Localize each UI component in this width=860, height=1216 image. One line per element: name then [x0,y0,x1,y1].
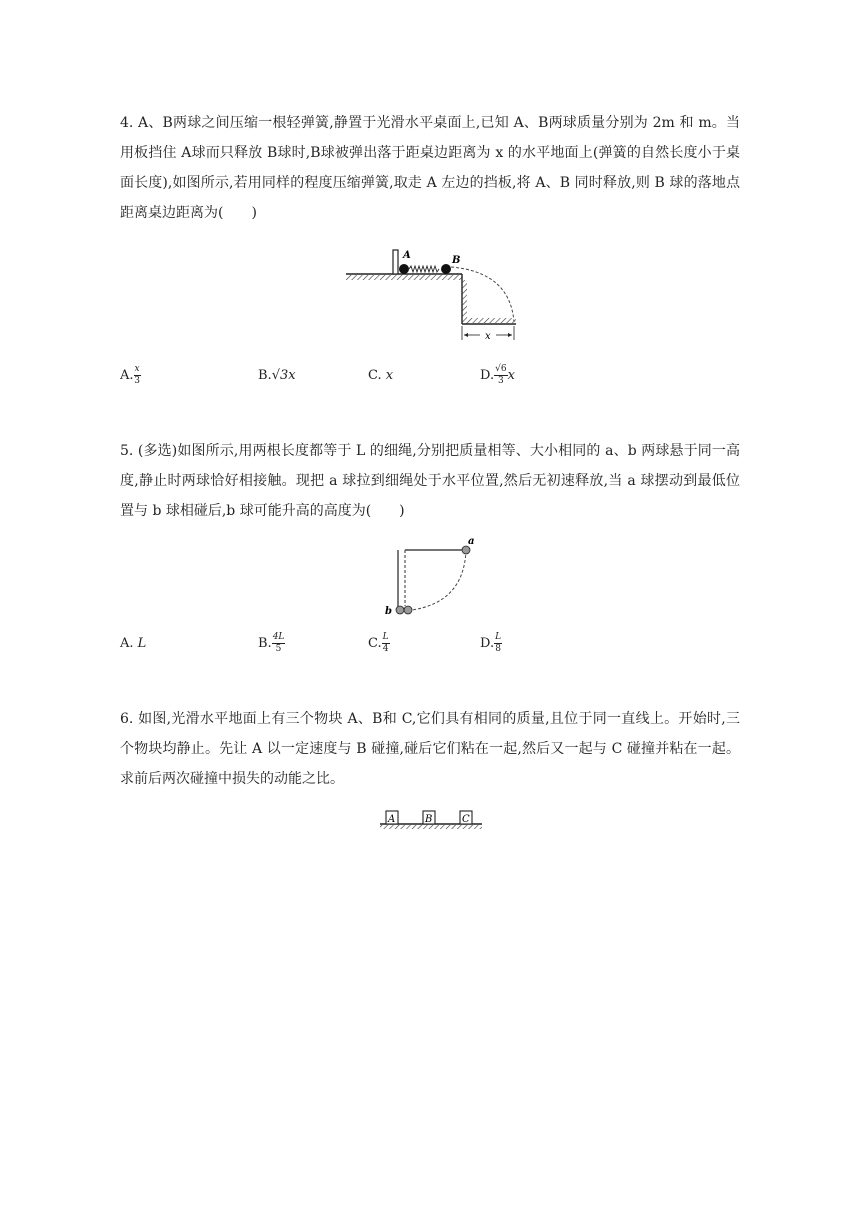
ball-b [441,264,451,274]
ball-a-rest [404,606,412,614]
question-5-options [120,632,740,662]
option-a[interactable]: A. L [120,636,147,651]
option-d[interactable]: D. $\frac{√6}{3}$ x [480,364,515,386]
question-6 [120,704,740,794]
option-c[interactable]: C. x [368,368,394,383]
ball-a [462,546,470,554]
label-b: b [385,606,392,617]
question-4-options [120,364,740,394]
label-a: a [468,536,475,547]
label-x: x [485,331,491,342]
option-d[interactable]: D. $\frac{L}{8}$ [480,632,502,654]
question-5 [120,436,740,526]
spring-table-figure [340,246,530,346]
question-6-text: 6. 如图,光滑水平地面上有三个物块 A、B和 C,它们具有相同的质量,且位于同一直线上。开始时,三个物块均静止。先让 A 以一定速度与 B 碰撞,碰后它们粘在一起,然后又一起与 C 碰撞并粘在一起。求前后两次碰撞中损失的动能之比。 [120,711,740,787]
three-blocks-figure [378,806,484,830]
ball-a [399,264,409,274]
label-a: A [403,250,411,261]
option-a[interactable]: A. $\frac{x}{3}$ [120,364,140,386]
option-b[interactable]: B. $\frac{4L}{5}$ [258,632,285,654]
ball-b [396,606,404,614]
option-b[interactable]: B.√3x [258,368,296,383]
block-a-label: A [388,814,396,825]
pendulum-figure [380,536,480,620]
question-4 [120,108,740,228]
block-c-label: C [462,814,470,825]
option-c[interactable]: C. $\frac{L}{4}$ [368,632,389,654]
question-4-text: 4. A、B两球之间压缩一根轻弹簧,静置于光滑水平桌面上,已知 A、B两球质量分别为 2m 和 m。当用板挡住 A球而只释放 B球时,B球被弹出落于距桌边距离为 x 的水平地面上(弹簧的自然长度小于桌面长度),如图所示,若用同样的程度压缩弹簧,取走 A 左边的挡板,将 A、B 同时释放,则 B 球的落地点距离桌边距离为( ) [120,115,740,221]
label-b: B [452,255,461,266]
spring [409,266,439,272]
block-b-label: B [425,814,433,825]
question-5-text: 5. (多选)如图所示,用两根长度都等于 L 的细绳,分别把质量相等、大小相同的 a、b 两球悬于同一高度,静止时两球恰好相接触。现把 a 球拉到细绳处于水平位置,然后无初速释放,当 a 球摆动到最低位置与 b 球相碰后,b 球可能升高的高度为( ) [120,443,740,519]
